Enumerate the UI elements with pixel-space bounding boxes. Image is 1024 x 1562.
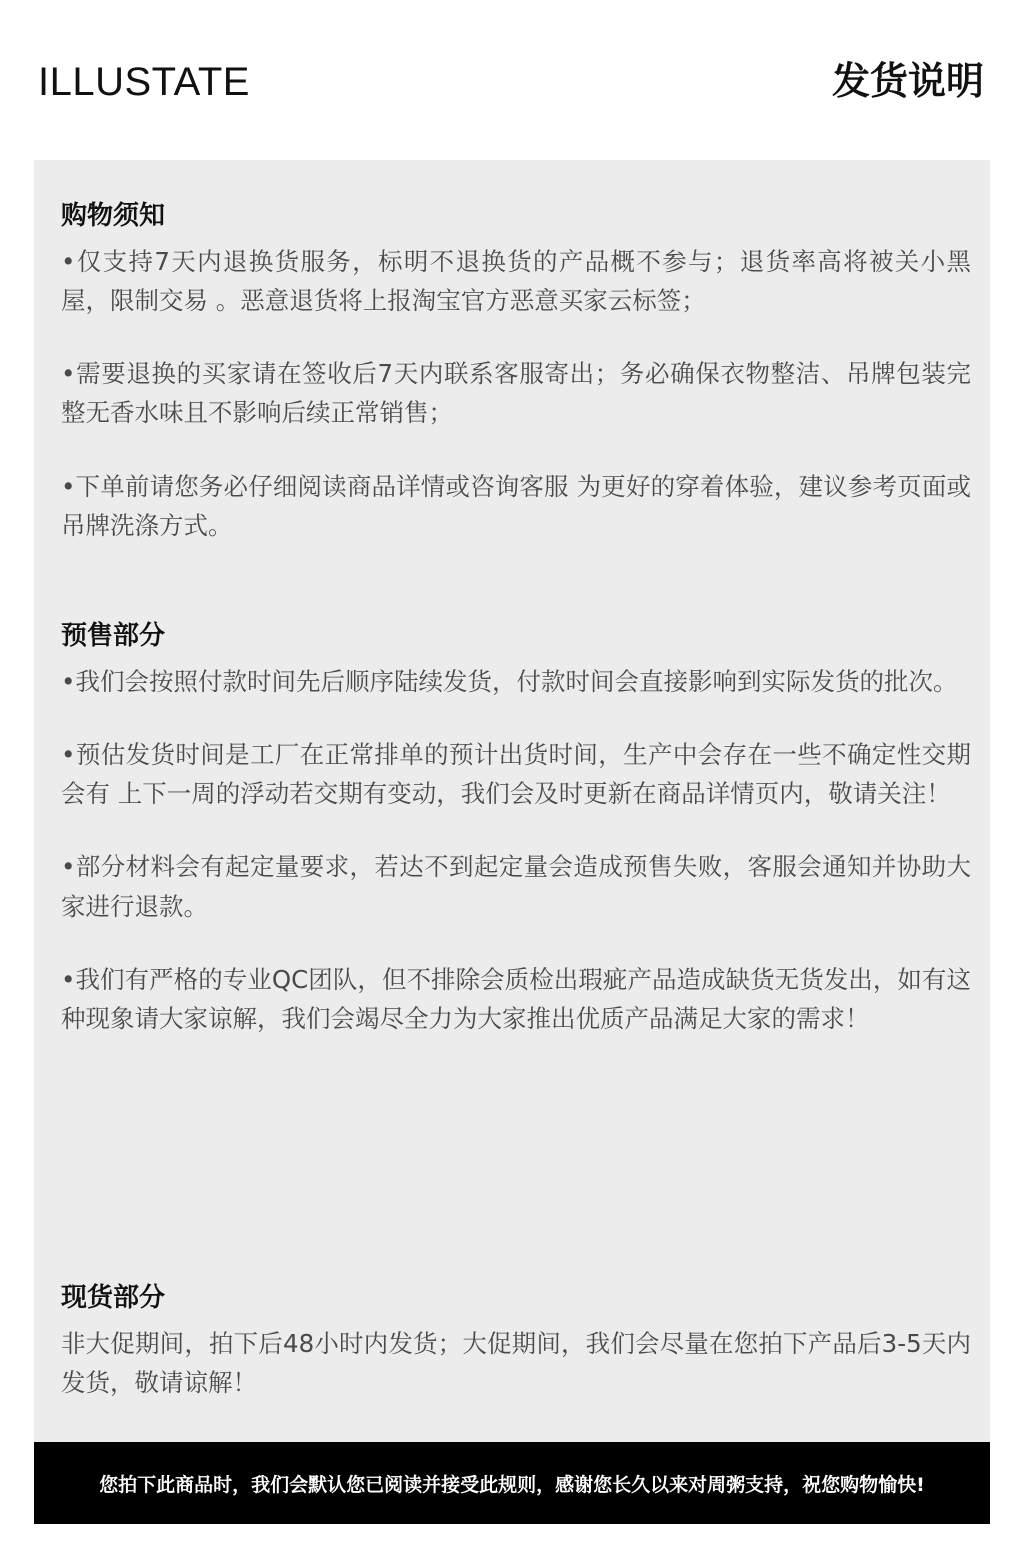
page-header xyxy=(0,0,1024,160)
brand-logo-text: ILLUSTATE xyxy=(38,60,250,104)
presale-rule-1: •我们会按照付款时间先后顺序陆续发货，付款时间会直接影响到实际发货的批次。 xyxy=(61,666,958,696)
presale-rule-4: •我们有严格的专业QC团队，但不排除会质检出瑕疵产品造成缺货无货发出，如有这种现象请大家谅解，我们会竭尽全力为大家推出优质产品满足大家的需求！ xyxy=(61,964,971,1033)
instock-rule-1: 非大促期间，拍下后48小时内发货；大促期间，我们会尽量在您拍下产品后3-5天内发货，敬请谅解！ xyxy=(61,1328,972,1397)
footer-banner xyxy=(34,1442,990,1524)
page-title: 发货说明 xyxy=(831,59,984,103)
section-shopping-notice xyxy=(61,200,971,545)
footer-notice-text: 您拍下此商品时，我们会默认您已阅读并接受此规则，感谢您长久以来对周粥支持，祝您购物愉快! xyxy=(99,1473,925,1496)
content-panel xyxy=(34,160,990,1442)
section-title-presale: 预售部分 xyxy=(61,621,166,651)
section-title-instock: 现货部分 xyxy=(61,1283,166,1313)
section-in-stock xyxy=(61,1282,971,1402)
shopping-rule-3: •下单前请您务必仔细阅读商品详情或咨询客服 为更好的穿着体验，建议参考页面或吊牌洗涤方式。 xyxy=(61,471,971,540)
section-title-shopping: 购物须知 xyxy=(61,201,166,231)
section-presale xyxy=(61,620,971,1038)
presale-rule-2: •预估发货时间是工厂在正常排单的预计出货时间，生产中会存在一些不确定性交期会有 上下一周的浮动若交期有变动，我们会及时更新在商品详情页内，敬请关注！ xyxy=(61,739,971,809)
presale-rule-3: •部分材料会有起定量要求，若达不到起定量会造成预售失败，客服会通知并协助大家进行退款。 xyxy=(61,852,971,921)
shopping-rule-2: •需要退换的买家请在签收后7天内联系客服寄出；务必确保衣物整洁、吊牌包装完整无香水味且不影响后续正常销售； xyxy=(61,359,971,428)
shopping-rule-1: •仅支持7天内退换货服务，标明不退换货的产品概不参与；退货率高将被关小黑屋，限制交易 。恶意退货将上报淘宝官方恶意买家云标签； xyxy=(61,246,971,315)
